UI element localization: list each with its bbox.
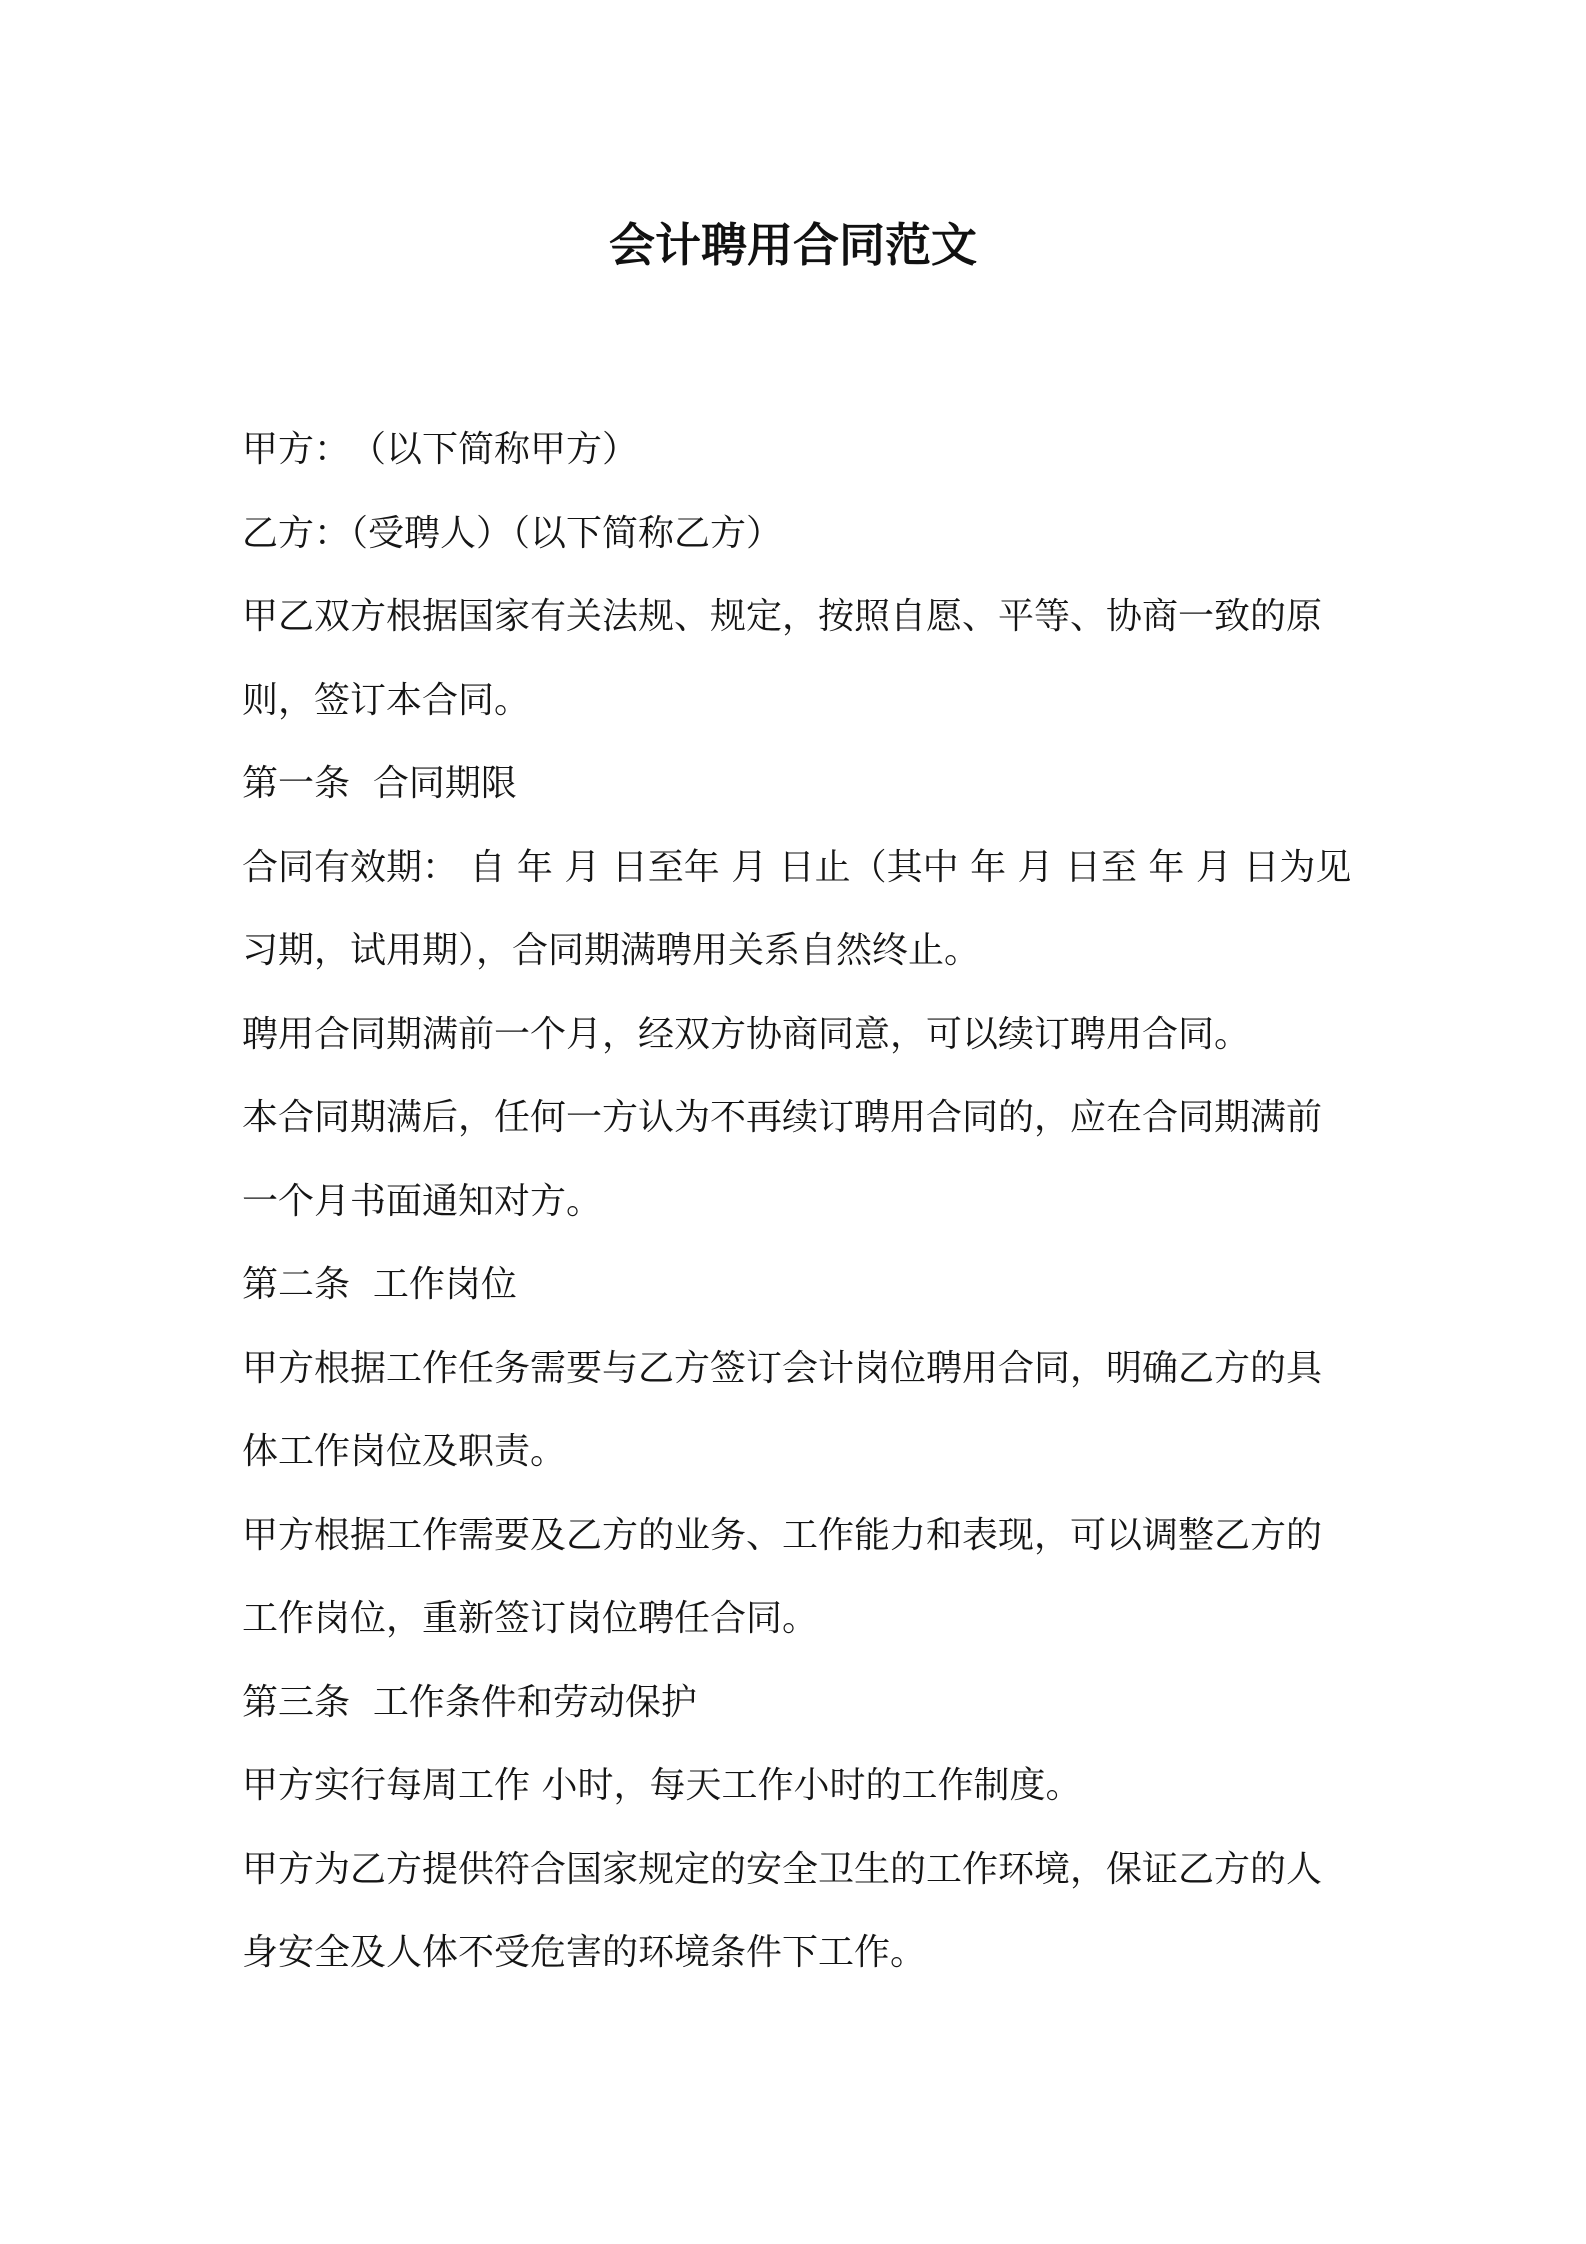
article-3-paragraph-1: 甲方实行每周工作 小时，每天工作小时的工作制度。 (242, 1765, 1082, 1806)
party-b-line: 乙方：（受聘人）（以下简称乙方） (242, 512, 783, 554)
article-1-paragraph-2: 聘用合同期满前一个月，经双方协商同意，可以续订聘用合同。 (242, 1013, 1251, 1055)
document-body (242, 408, 1352, 1995)
article-2-paragraph-1: 甲方根据工作任务需要与乙方签订会计岗位聘用合同，明确乙方的具体工作岗位及职责。 (242, 1347, 1323, 1472)
article-1-heading: 第一条 合同期限 (242, 763, 517, 804)
article-2-paragraph-2: 甲方根据工作需要及乙方的业务、工作能力和表现，可以调整乙方的工作岗位，重新签订岗位聘任合同。 (242, 1514, 1323, 1639)
preamble-paragraph: 甲乙双方根据国家有关法规、规定，按照自愿、平等、协商一致的原则，签订本合同。 (242, 596, 1323, 721)
article-3-paragraph-2: 甲方为乙方提供符合国家规定的安全卫生的工作环境，保证乙方的人身安全及人体不受危害的环境条件下工作。 (242, 1848, 1323, 1973)
article-1-paragraph-1: 合同有效期： 自 年 月 日至年 月 日止（其中 年 月 日至 年 月 日为见习期，试用期），合同期满聘用关系自然终止。 (242, 846, 1352, 971)
article-1-paragraph-3: 本合同期满后，任何一方认为不再续订聘用合同的，应在合同期满前一个月书面通知对方。 (242, 1097, 1323, 1222)
document-title: 会计聘用合同范文 (609, 218, 977, 272)
article-3-heading: 第三条 工作条件和劳动保护 (242, 1681, 697, 1723)
article-2-heading: 第二条 工作岗位 (242, 1264, 517, 1305)
party-a-line: 甲方： （以下简称甲方） (242, 429, 639, 470)
